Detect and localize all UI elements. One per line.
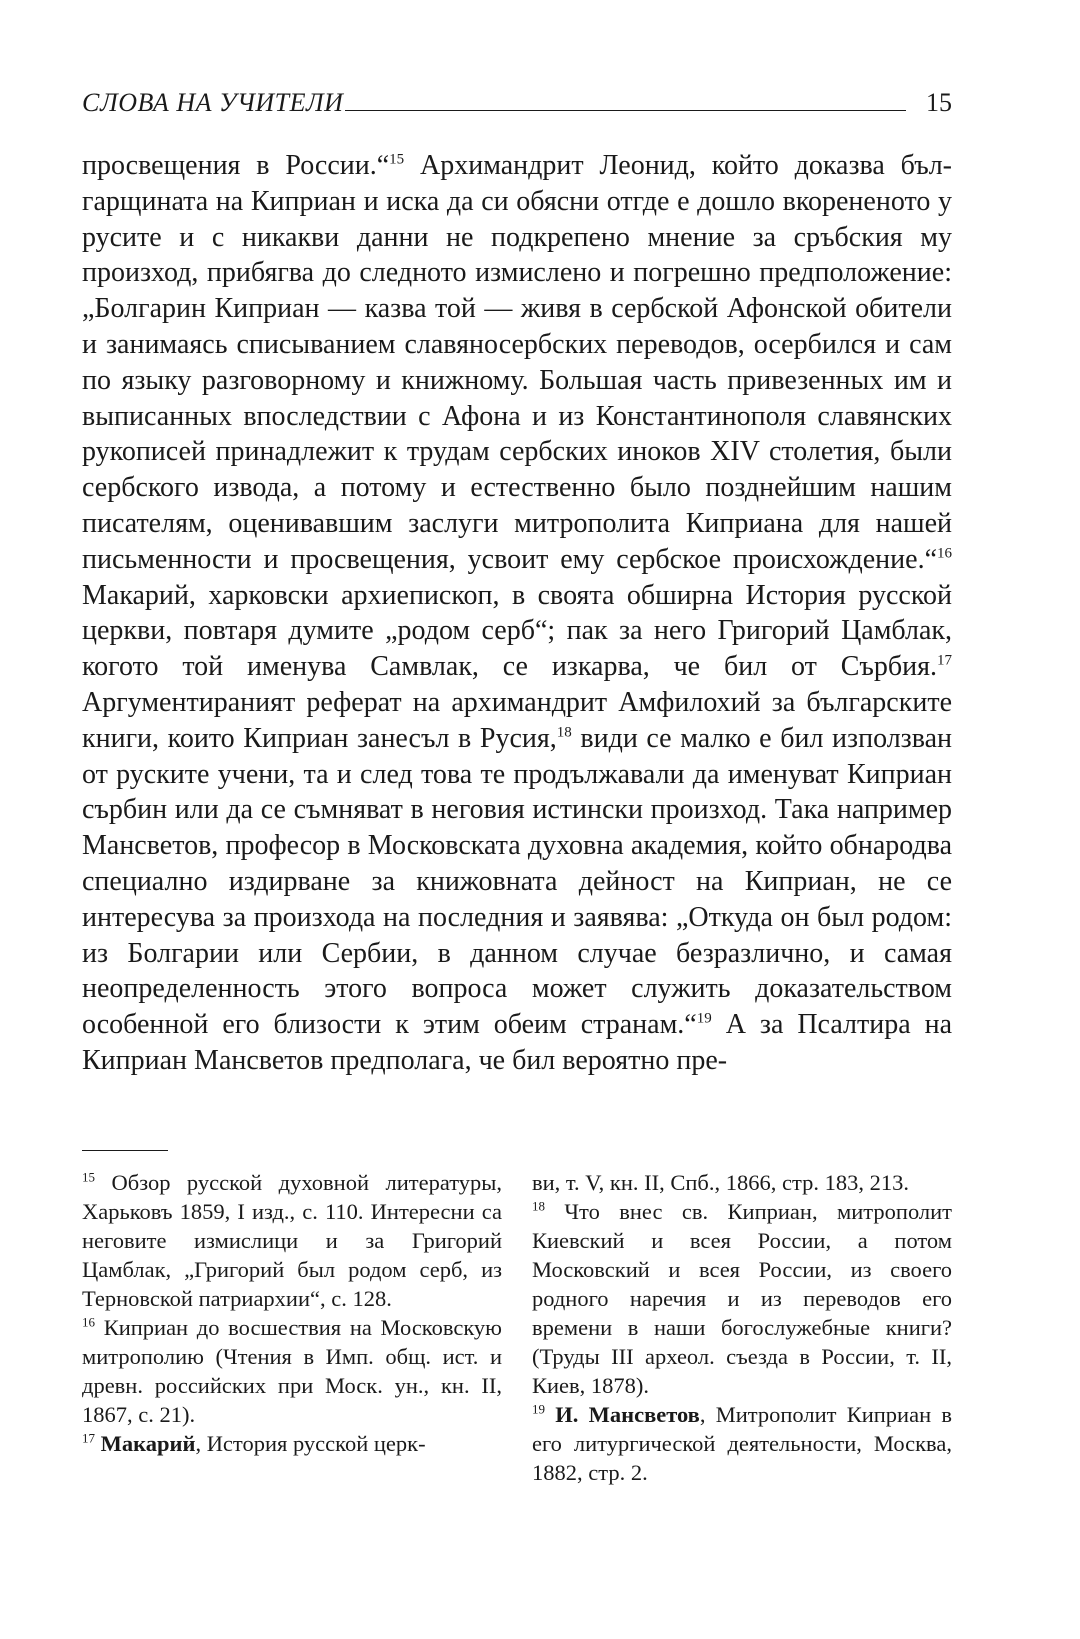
footnote-17-continued: ви, т. V, кн. II, Спб., 1866, стр. 183, 213.: [532, 1170, 909, 1195]
header-rule: [345, 110, 906, 111]
footnote-author: Макарий: [100, 1431, 196, 1456]
footnote-text: , Митрополит Киприан в его литургической деятельности, Москва, 1882, стр. 2.: [532, 1402, 953, 1485]
running-title: СЛОВА НА УЧИТЕЛИ: [82, 88, 344, 117]
footnote-author: И. Мансветов: [555, 1402, 700, 1427]
footnote-ref-19: 19: [696, 1010, 712, 1027]
footnote-number: 18: [532, 1198, 545, 1214]
footnotes-left-column: [82, 1168, 502, 1458]
footnote-number: 17: [82, 1430, 95, 1446]
footnote-ref-17: 17: [937, 652, 952, 669]
footnote-16: [82, 1313, 502, 1429]
footnote-15: [82, 1168, 502, 1313]
text-segment: А за Псалтира на Киприан Мансветов предполага, че бил вероятно пре-: [82, 1009, 952, 1076]
running-header: [82, 88, 952, 118]
page-number: 15: [926, 88, 952, 117]
body-paragraph: [82, 148, 952, 1079]
footnotes-right-column: [532, 1168, 952, 1487]
footnote-text: Киприан до восшествия на Московскую митрополию (Чтения в Имп. общ. ист. и древн. российских при Моск. ун., кн. II, 1867, с. 21).: [82, 1315, 502, 1427]
footnote-text: Что внес св. Киприан, митрополит Киевский и всея России, а потом Московский и всея России, из своего родного наречия и из переводов его времени в наши богослужебные книги? (Труды III археол. съезда в России, т. II, Киев, 1878).: [532, 1199, 952, 1398]
footnote-ref-18: 18: [556, 724, 572, 741]
footnote-text: Обзор русской духовной литературы, Харьковъ 1859, I изд., с. 110. Интересни са неговите измислици и за Григорий Цамблак, „Григорий был родом серб, из Терновской патриархии“, с. 128.: [82, 1170, 502, 1311]
footnote-number: 16: [82, 1314, 95, 1330]
footnote-number: 19: [532, 1401, 545, 1417]
footnote-18: [532, 1197, 952, 1400]
text-segment: Архимандрит Леонид, който доказва българщината на Киприан и иска да си обясни отгде е дошло вкорененото у русите и с никакви данни не подкрепено мнение за сръбския му произход, прибягва до следното измислено и погрешно предположение: „Болгарин Киприан — казва той — живя в сербской Афонской обители и занимаясь списыванием славяносербских переводов, осербился и сам по языку разговорному и книжному. Большая часть привезенных им и выписанных впоследствии с Афона и из Константинополя славянских рукописей принадлежит к трудам сербских иноков XIV столетия, были сербского извода, а потому и естественно было позднейшим нашим писателям, оценивавшим заслуги митрополита Киприана для нашей письменности и просвещения, усвоит ему сербское происхождение.“: [82, 150, 952, 575]
text-segment: Макарий, харковски архиепископ, в своята обширна История русской церкви, повтаря думите „родом серб“; пак за него Григорий Цамблак, когото той именува Самвлак, се изкарва, че бил от Сърбия.: [82, 579, 952, 683]
text-segment: Аргументираният реферат на архимандрит Амфилохий за българските книги, които Киприан занесъл в Русия,: [82, 686, 952, 754]
footnote-ref-15: 15: [389, 151, 405, 168]
footnote-19: [532, 1400, 952, 1487]
footnote-text: , История русской церк-: [195, 1431, 426, 1456]
text-segment: просвещения в России.“: [82, 150, 390, 181]
footnote-separator: [82, 1150, 168, 1151]
main-text: [82, 148, 952, 1079]
footnote-17: [82, 1429, 502, 1458]
footnote-ref-16: 16: [937, 545, 952, 562]
text-segment: види се малко е бил използван от руските учени, та и след това те продължавали да именуват Киприан сърбин или да се съмняват в неговия истински произход. Така например Мансветов, професор в Московската духовна академия, който обнародва специално издирване за книжовната дейност на Киприан, не се интересува за произхода на последния и заявява: „Откуда он был родом: из Болгарии или Сербии, в данном случае безразлично, и самая неопределенность этого вопроса может служить доказательством особенной его близости к этим обеим странам.“: [82, 722, 952, 1041]
footnote-number: 15: [82, 1169, 95, 1185]
